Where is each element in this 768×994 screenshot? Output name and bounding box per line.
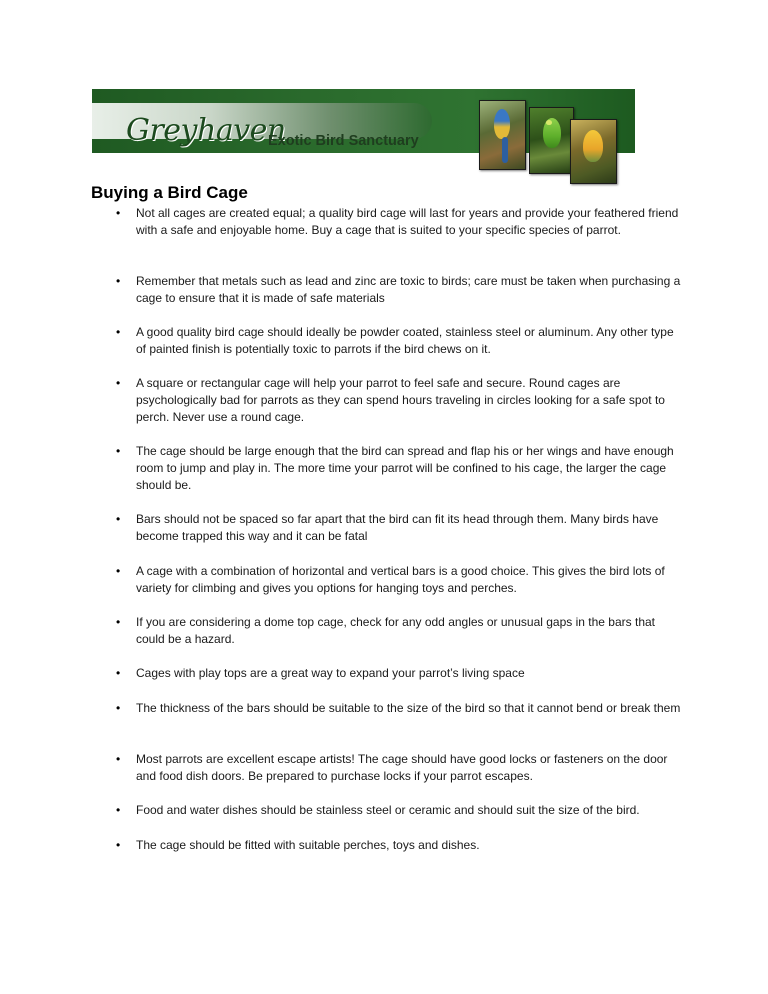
list-item-text: A square or rectangular cage will help your parrot to feel safe and secure. Round cages are psychologically bad for parrots as they can spend hours traveling in circles looking for a safe spot to perch. Never use a round cage. xyxy=(136,376,665,424)
list-item-text: The cage should be large enough that the bird can spread and flap his or her wings and have enough room to jump and play in. The more time your parrot will be confined to his cage, the larger the cage should be. xyxy=(136,444,674,492)
parrot-photo-blue-gold xyxy=(479,100,526,170)
bullet-icon: • xyxy=(116,752,121,766)
page-title: Buying a Bird Cage xyxy=(91,183,248,202)
list-item-text: The thickness of the bars should be suitable to the size of the bird so that it cannot bend or break them xyxy=(136,701,681,715)
bullet-icon: • xyxy=(116,325,121,339)
list-item-text: Food and water dishes should be stainless steel or ceramic and should suit the size of the bird. xyxy=(136,803,640,817)
logo-script-text: Greyhaven xyxy=(126,113,286,148)
list-item-text: A cage with a combination of horizontal and vertical bars is a good choice. This gives the bird lots of variety for climbing and gives you options for hanging toys and perches. xyxy=(136,564,665,595)
list-item-text: If you are considering a dome top cage, check for any odd angles or unusual gaps in the bars that could be a hazard. xyxy=(136,615,655,646)
list-item-text: A good quality bird cage should ideally be powder coated, stainless steel or aluminum. Any other type of painted finish is potentially toxic to parrots if the bird chews on it. xyxy=(136,325,674,356)
bullet-icon: • xyxy=(116,376,121,390)
bullet-icon: • xyxy=(116,838,121,852)
bullet-icon: • xyxy=(116,803,121,817)
bullet-icon: • xyxy=(116,206,121,220)
bullet-icon: • xyxy=(116,444,121,458)
bullet-icon: • xyxy=(116,666,121,680)
list-item-text: Remember that metals such as lead and zinc are toxic to birds; care must be taken when purchasing a cage to ensure that it is made of safe materials xyxy=(136,274,681,305)
list-item-text: Not all cages are created equal; a quality bird cage will last for years and provide your feathered friend with a safe and enjoyable home. Buy a cage that is suited to your specific species of parrot. xyxy=(136,206,679,237)
parrot-photo-yellow xyxy=(570,119,617,184)
bullet-icon: • xyxy=(116,615,121,629)
bullet-icon: • xyxy=(116,564,121,578)
bullet-icon: • xyxy=(116,274,121,288)
bullet-icon: • xyxy=(116,512,121,526)
list-item-text: Most parrots are excellent escape artists! The cage should have good locks or fasteners on the door and food dish doors. Be prepared to purchase locks if your parrot escapes. xyxy=(136,752,668,783)
list-item-text: The cage should be fitted with suitable perches, toys and dishes. xyxy=(136,838,480,852)
parrot-photo-green xyxy=(529,107,574,174)
header-banner xyxy=(92,89,635,153)
list-item-text: Cages with play tops are a great way to expand your parrot’s living space xyxy=(136,666,525,680)
banner-title-bar xyxy=(92,103,432,149)
bullet-icon: • xyxy=(116,701,121,715)
list-item-text: Bars should not be spaced so far apart that the bird can fit its head through them. Many birds have become trapped this way and it can be fatal xyxy=(136,512,659,543)
logo-subtitle: Exotic Bird Sanctuary xyxy=(268,133,419,149)
